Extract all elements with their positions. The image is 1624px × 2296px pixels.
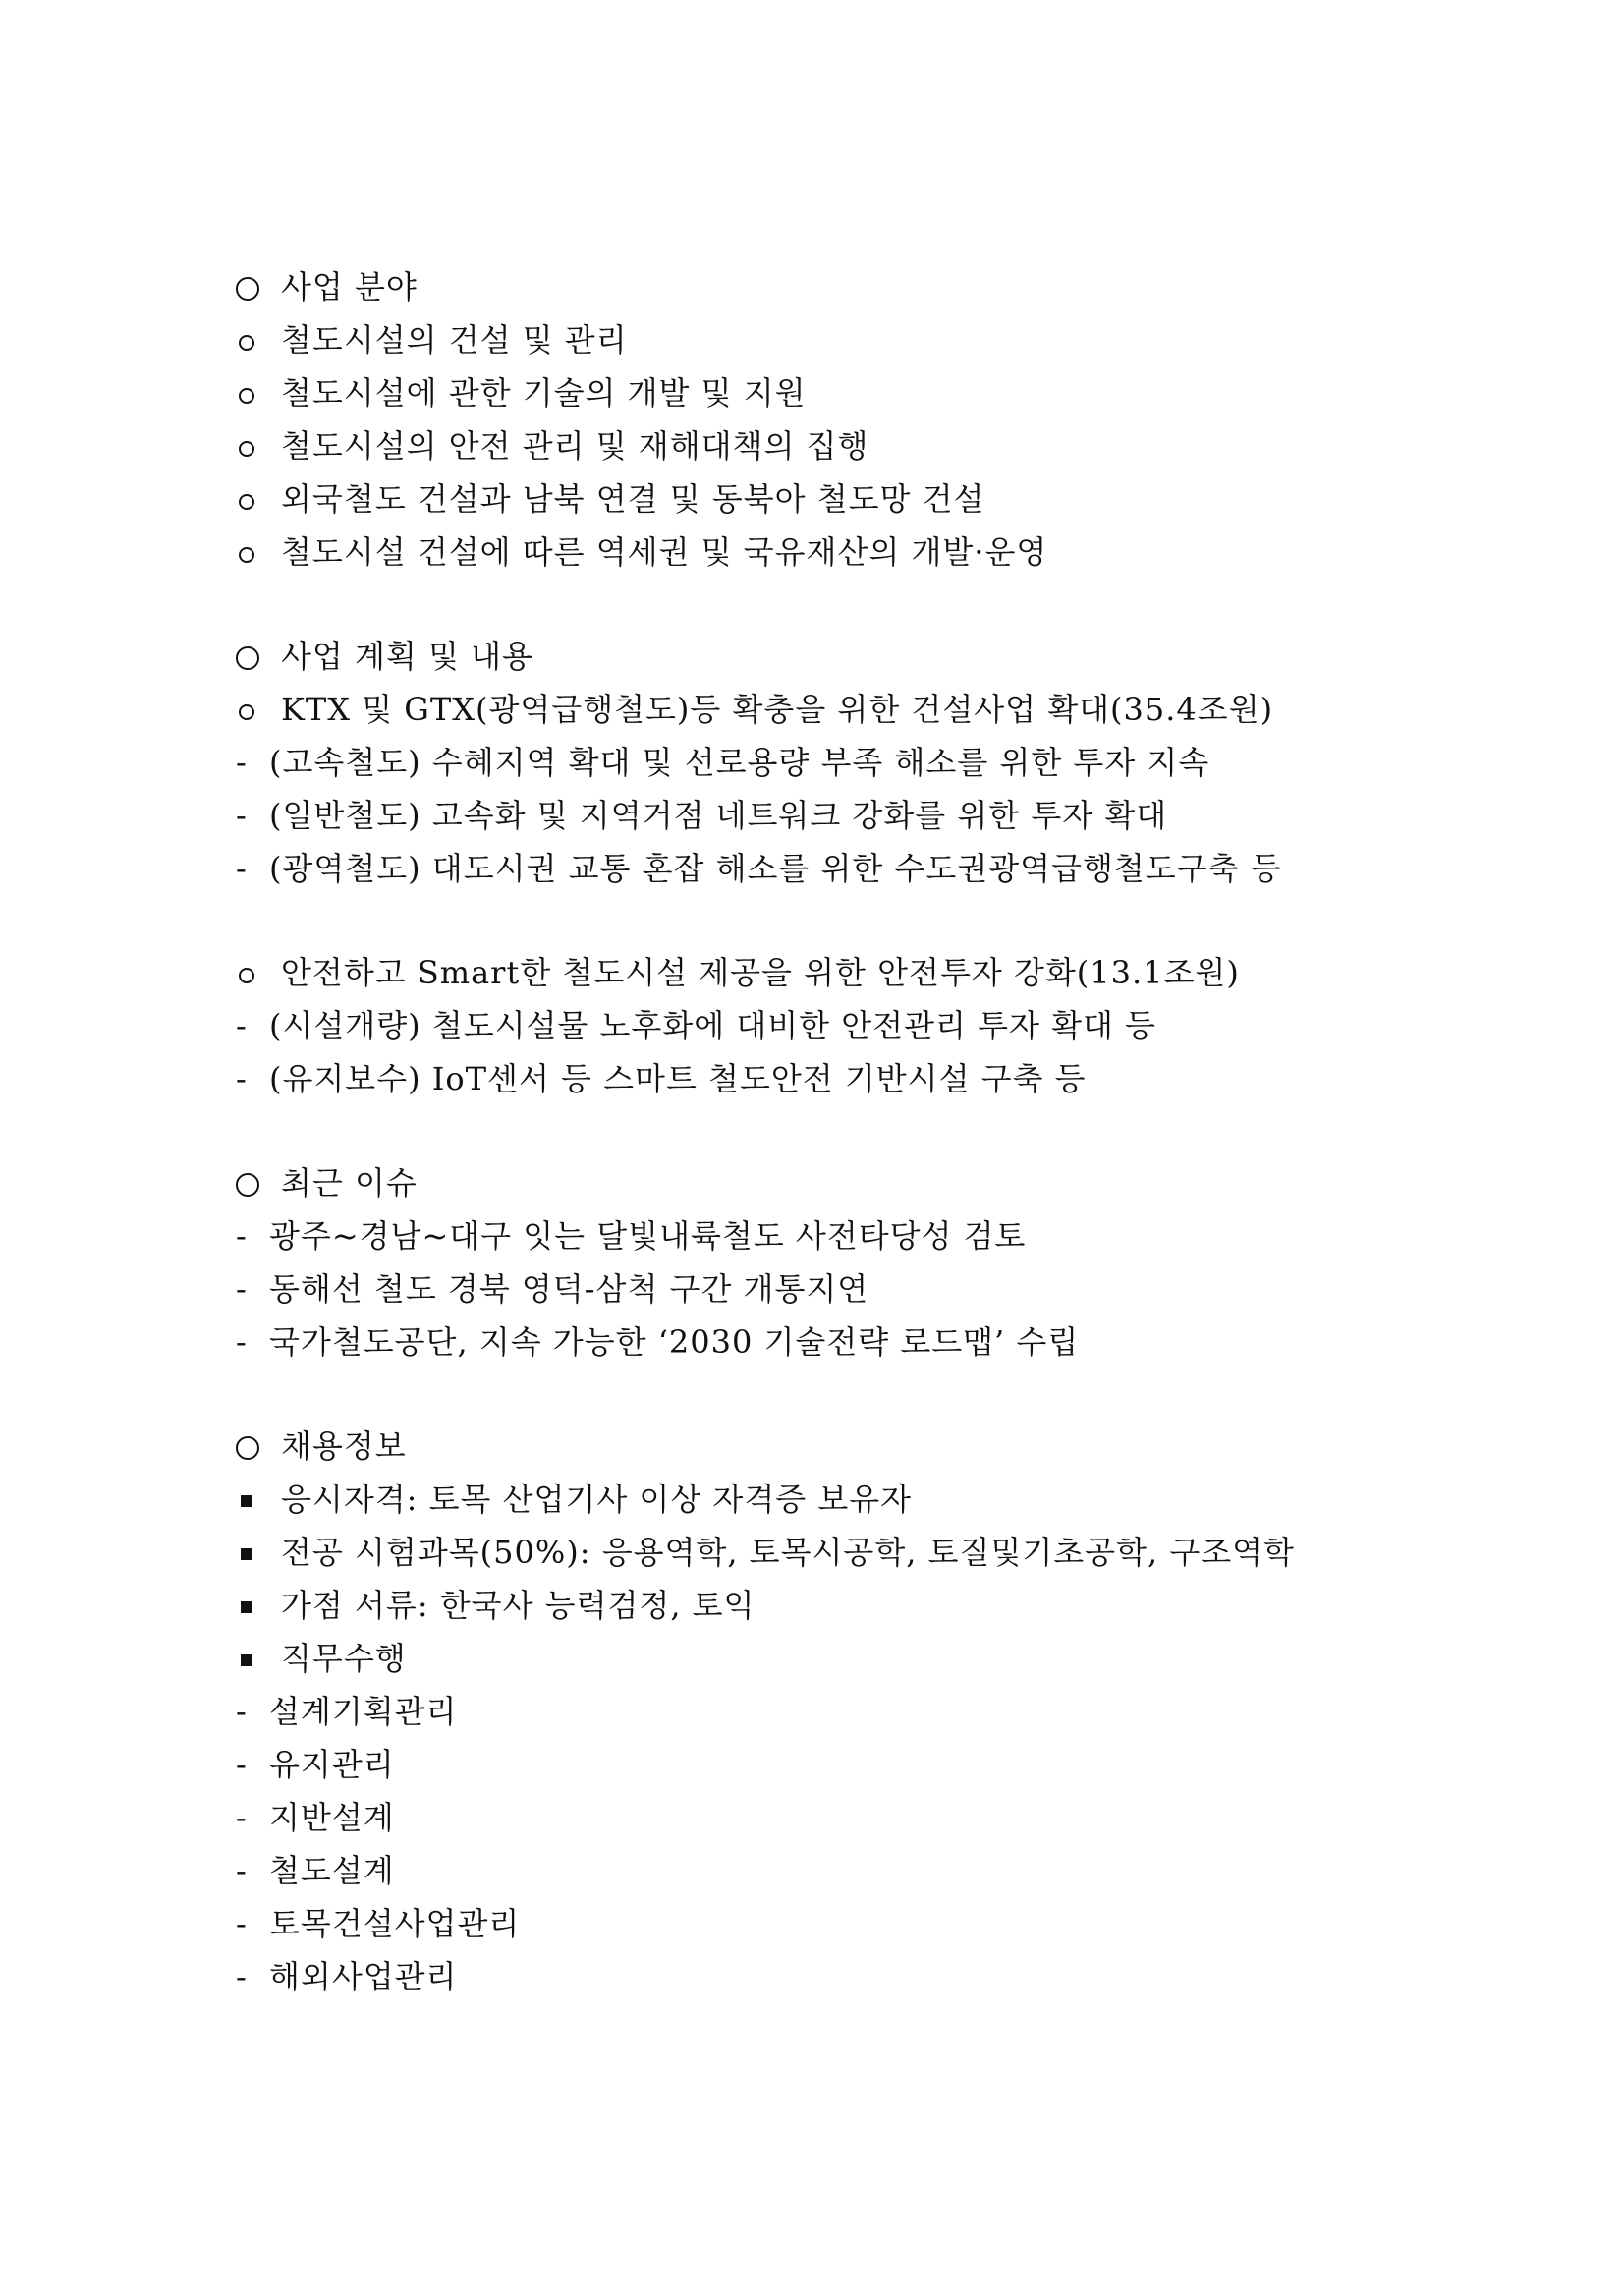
list-item: 철도시설에 관한 기술의 개발 및 지원 xyxy=(236,373,807,413)
recruitment-item: 전공 시험과목(50%): 응용역학, 토목시공학, 토질및기초공학, 구조역학 xyxy=(236,1533,1295,1572)
recruitment-item: 직무수행 xyxy=(236,1639,407,1678)
list-item: 철도시설 건설에 따른 역세권 및 국유재산의 개발·운영 xyxy=(236,532,1047,572)
duty-item: - 토목건설사업관리 xyxy=(236,1905,521,1942)
dash-bullet: - xyxy=(236,1270,248,1308)
circle-bullet-icon xyxy=(236,1427,281,1466)
section-heading-recent-issues: 최근 이슈 xyxy=(236,1163,418,1203)
plan-detail-item: - (일반철도) 고속화 및 지역거점 네트워크 강화를 위한 투자 확대 xyxy=(236,797,1168,834)
duty-item: - 철도설계 xyxy=(236,1852,395,1889)
small-circle-bullet-icon xyxy=(236,532,281,572)
plan-detail-item: - (시설개량) 철도시설물 노후화에 대비한 안전관리 투자 확대 등 xyxy=(236,1007,1156,1044)
dash-bullet: - xyxy=(236,850,248,887)
recruitment-item: 가점 서류: 한국사 능력검정, 토익 xyxy=(236,1586,756,1625)
small-circle-bullet-icon xyxy=(236,426,281,466)
issue-item: - 동해선 철도 경북 영덕-삼척 구간 개통지연 xyxy=(236,1270,869,1308)
duty-item: - 해외사업관리 xyxy=(236,1958,458,1995)
section-heading-recruitment: 채용정보 xyxy=(236,1427,407,1466)
dash-bullet: - xyxy=(236,1852,248,1889)
issue-item: - 국가철도공단, 지속 가능한 ‘2030 기술전략 로드맵’ 수립 xyxy=(236,1323,1080,1361)
small-circle-bullet-icon xyxy=(236,690,281,729)
square-bullet-icon xyxy=(236,1586,281,1625)
dash-bullet: - xyxy=(236,1799,248,1836)
dash-bullet: - xyxy=(236,797,248,834)
dash-bullet: - xyxy=(236,744,248,781)
duty-item: - 유지관리 xyxy=(236,1746,395,1783)
list-item: 철도시설의 안전 관리 및 재해대책의 집행 xyxy=(236,426,868,466)
small-circle-bullet-icon xyxy=(236,953,281,992)
dash-bullet: - xyxy=(236,1217,248,1255)
duty-item: - 지반설계 xyxy=(236,1799,395,1836)
dash-bullet: - xyxy=(236,1693,248,1730)
dash-bullet: - xyxy=(236,1060,248,1097)
small-circle-bullet-icon xyxy=(236,373,281,413)
plan-detail-item: - (고속철도) 수혜지역 확대 및 선로용량 부족 해소를 위한 투자 지속 xyxy=(236,744,1210,781)
section-heading-business-plan: 사업 계획 및 내용 xyxy=(236,637,533,676)
small-circle-bullet-icon xyxy=(236,479,281,519)
square-bullet-icon xyxy=(236,1533,281,1572)
issue-item: - 광주~경남~대구 잇는 달빛내륙철도 사전타당성 검토 xyxy=(236,1217,1027,1255)
section-heading-business-areas: 사업 분야 xyxy=(236,267,418,307)
square-bullet-icon xyxy=(236,1639,281,1678)
circle-bullet-icon xyxy=(236,637,281,676)
dash-bullet: - xyxy=(236,1905,248,1942)
circle-bullet-icon xyxy=(236,267,281,307)
duty-item: - 설계기획관리 xyxy=(236,1693,458,1730)
dash-bullet: - xyxy=(236,1323,248,1361)
list-item: 외국철도 건설과 남북 연결 및 동북아 철도망 건설 xyxy=(236,479,984,519)
list-item: 철도시설의 건설 및 관리 xyxy=(236,320,628,360)
square-bullet-icon xyxy=(236,1480,281,1519)
small-circle-bullet-icon xyxy=(236,320,281,360)
recruitment-item: 응시자격: 토목 산업기사 이상 자격증 보유자 xyxy=(236,1480,912,1519)
plan-group-title: KTX 및 GTX(광역급행철도)등 확충을 위한 건설사업 확대(35.4조원) xyxy=(236,690,1273,729)
dash-bullet: - xyxy=(236,1746,248,1783)
plan-detail-item: - (유지보수) IoT센서 등 스마트 철도안전 기반시설 구축 등 xyxy=(236,1060,1087,1097)
dash-bullet: - xyxy=(236,1007,248,1044)
plan-group-title: 안전하고 Smart한 철도시설 제공을 위한 안전투자 강화(13.1조원) xyxy=(236,953,1240,992)
plan-detail-item: - (광역철도) 대도시권 교통 혼잡 해소를 위한 수도권광역급행철도구축 등 xyxy=(236,850,1282,887)
circle-bullet-icon xyxy=(236,1163,281,1203)
dash-bullet: - xyxy=(236,1958,248,1995)
